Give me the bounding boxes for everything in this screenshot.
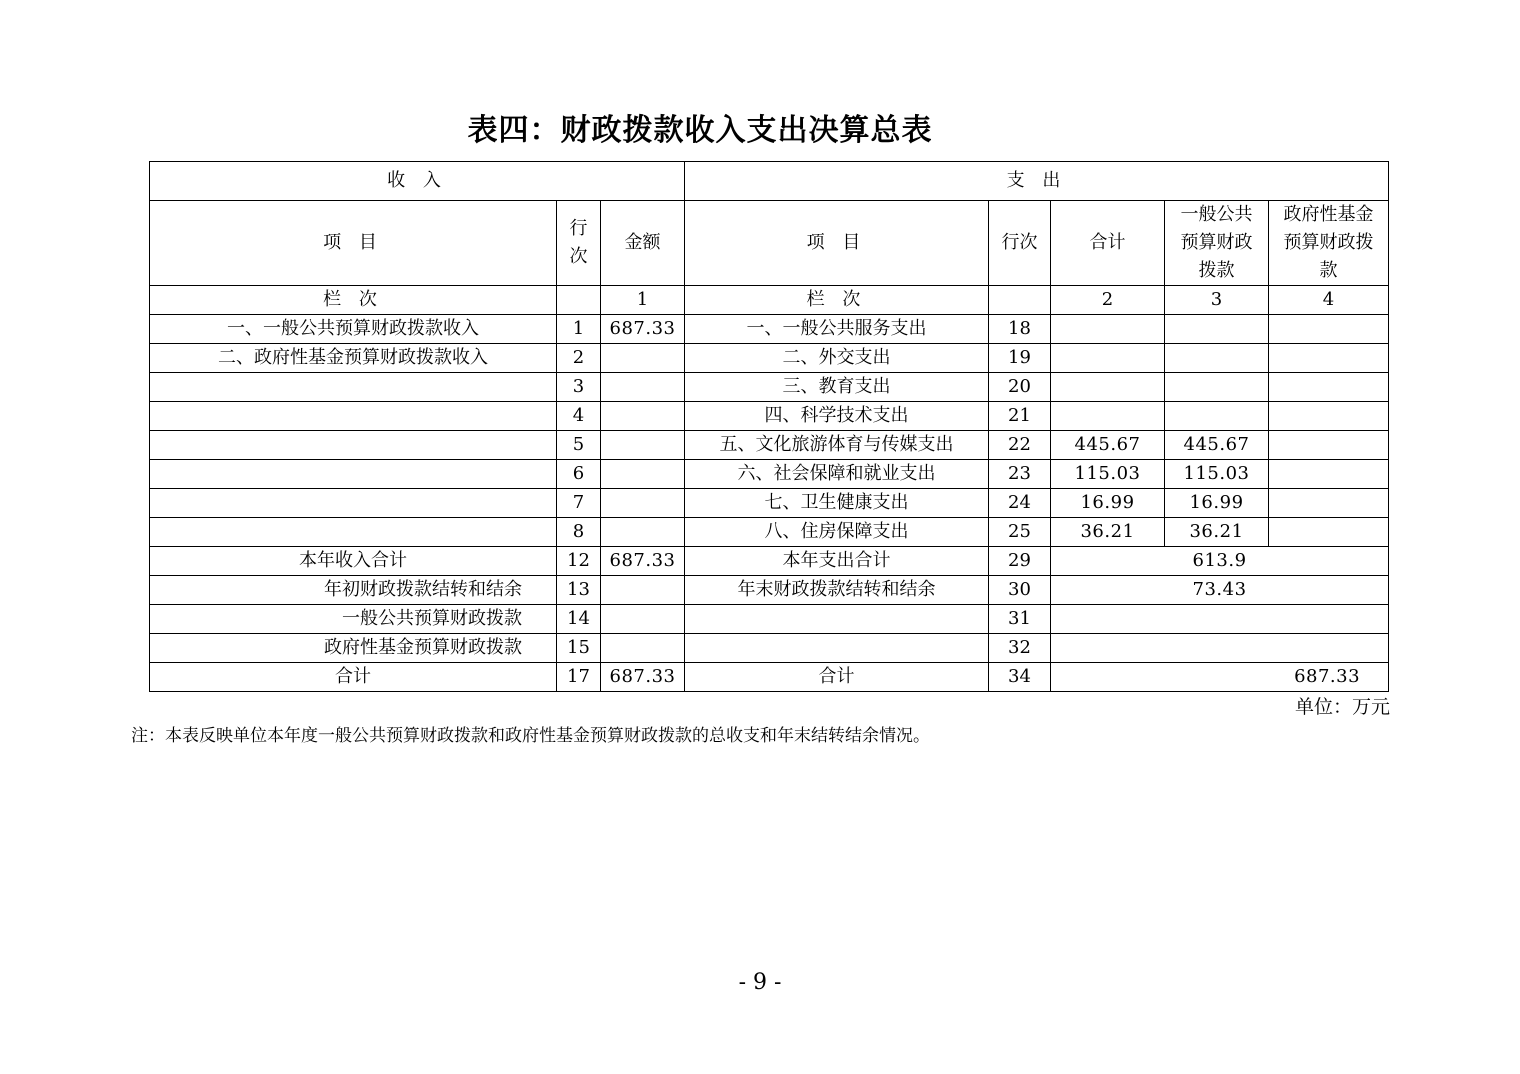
column-number-1: 1 xyxy=(601,286,685,315)
income-item: 二、政府性基金预算财政拨款收入 xyxy=(150,344,557,373)
column-header-row xyxy=(150,201,1389,286)
expense-total: 115.03 xyxy=(1051,460,1165,489)
expense-item: 三、教育支出 xyxy=(685,373,989,402)
fund-budget-header: 政府性基金预算财政拨款 xyxy=(1269,201,1389,286)
expense-column-empty xyxy=(989,286,1051,315)
expense-section-header: 支 出 xyxy=(685,162,1389,201)
table-row xyxy=(150,518,1389,547)
expense-general xyxy=(1165,315,1269,344)
income-item xyxy=(150,518,557,547)
income-item-header: 项 目 xyxy=(150,201,557,286)
expense-fund xyxy=(1269,431,1389,460)
income-row-no: 2 xyxy=(557,344,601,373)
expense-total xyxy=(1051,344,1165,373)
table-row xyxy=(150,373,1389,402)
expense-item: 六、社会保障和就业支出 xyxy=(685,460,989,489)
income-row-no: 6 xyxy=(557,460,601,489)
income-row-no: 3 xyxy=(557,373,601,402)
income-amount xyxy=(601,518,685,547)
expense-general xyxy=(1165,373,1269,402)
income-item xyxy=(150,373,557,402)
end-balance-value: 73.43 xyxy=(1051,576,1389,605)
expense-general xyxy=(1165,344,1269,373)
begin-balance-label: 年初财政拨款结转和结余 xyxy=(150,576,557,605)
expense-row-no: 24 xyxy=(989,489,1051,518)
income-amount xyxy=(601,373,685,402)
income-amount xyxy=(601,431,685,460)
expense-item-header: 项 目 xyxy=(685,201,989,286)
expense-item: 四、科学技术支出 xyxy=(685,402,989,431)
general-budget-header: 一般公共预算财政拨款 xyxy=(1165,201,1269,286)
expense-item: 七、卫生健康支出 xyxy=(685,489,989,518)
year-income-label: 本年收入合计 xyxy=(150,547,557,576)
expense-row-no: 19 xyxy=(989,344,1051,373)
income-amount: 687.33 xyxy=(601,315,685,344)
income-row-no: 1 xyxy=(557,315,601,344)
begin-balance-amount xyxy=(601,576,685,605)
expense-total-header: 合计 xyxy=(1051,201,1165,286)
fund-budget-row-no: 15 xyxy=(557,634,601,663)
expense-fund xyxy=(1269,518,1389,547)
income-row-no: 7 xyxy=(557,489,601,518)
fund-budget-expense-value xyxy=(1051,634,1389,663)
begin-balance-row-no: 13 xyxy=(557,576,601,605)
income-amount xyxy=(601,402,685,431)
unit-label: 单位：万元 xyxy=(1294,696,1390,718)
expense-item: 一、一般公共服务支出 xyxy=(685,315,989,344)
expense-general: 16.99 xyxy=(1165,489,1269,518)
income-row-no: 4 xyxy=(557,402,601,431)
column-number-row xyxy=(150,286,1389,315)
expense-row-no: 22 xyxy=(989,431,1051,460)
general-budget-row xyxy=(150,605,1389,634)
section-header-row xyxy=(150,162,1389,201)
table-row xyxy=(150,460,1389,489)
expense-row-no: 25 xyxy=(989,518,1051,547)
end-balance-row-no: 30 xyxy=(989,576,1051,605)
expense-fund xyxy=(1269,344,1389,373)
column-number-2: 2 xyxy=(1051,286,1165,315)
expense-fund xyxy=(1269,373,1389,402)
expense-total xyxy=(1051,373,1165,402)
table-row xyxy=(150,431,1389,460)
income-row-no: 5 xyxy=(557,431,601,460)
end-balance-label: 年末财政拨款结转和结余 xyxy=(685,576,989,605)
income-item xyxy=(150,460,557,489)
income-item xyxy=(150,431,557,460)
general-budget-expense-value xyxy=(1051,605,1389,634)
income-item xyxy=(150,489,557,518)
grand-total-income-amount: 687.33 xyxy=(601,663,685,692)
year-total-row xyxy=(150,547,1389,576)
expense-item: 五、文化旅游体育与传媒支出 xyxy=(685,431,989,460)
table-row xyxy=(150,489,1389,518)
expense-general: 445.67 xyxy=(1165,431,1269,460)
table-note: 注：本表反映单位本年度一般公共预算财政拨款和政府性基金预算财政拨款的总收支和年末结转结余情况。 xyxy=(131,726,930,746)
fund-budget-row xyxy=(150,634,1389,663)
expense-item: 二、外交支出 xyxy=(685,344,989,373)
expense-total xyxy=(1051,402,1165,431)
income-row-no: 8 xyxy=(557,518,601,547)
income-item: 一、一般公共预算财政拨款收入 xyxy=(150,315,557,344)
expense-general xyxy=(1165,402,1269,431)
expense-total: 16.99 xyxy=(1051,489,1165,518)
expense-row-no: 21 xyxy=(989,402,1051,431)
year-expense-row-no: 29 xyxy=(989,547,1051,576)
column-number-4: 4 xyxy=(1269,286,1389,315)
expense-column-label: 栏 次 xyxy=(685,286,989,315)
balance-row xyxy=(150,576,1389,605)
expense-row-no: 20 xyxy=(989,373,1051,402)
year-expense-label: 本年支出合计 xyxy=(685,547,989,576)
expense-total: 36.21 xyxy=(1051,518,1165,547)
fund-budget-amount xyxy=(601,634,685,663)
page-title: 表四：财政拨款收入支出决算总表 xyxy=(467,113,933,148)
fund-budget-label: 政府性基金预算财政拨款 xyxy=(150,634,557,663)
table-row xyxy=(150,402,1389,431)
expense-item: 八、住房保障支出 xyxy=(685,518,989,547)
income-item xyxy=(150,402,557,431)
fund-budget-expense-label xyxy=(685,634,989,663)
expense-general: 115.03 xyxy=(1165,460,1269,489)
grand-total-expense-value: 687.33 xyxy=(1051,663,1389,692)
general-budget-expense-row-no: 31 xyxy=(989,605,1051,634)
year-income-row-no: 12 xyxy=(557,547,601,576)
grand-total-expense-row-no: 34 xyxy=(989,663,1051,692)
income-amount xyxy=(601,460,685,489)
grand-total-row xyxy=(150,663,1389,692)
income-amount xyxy=(601,344,685,373)
income-row-no-header: 行次 xyxy=(557,201,601,286)
grand-total-expense-label: 合计 xyxy=(685,663,989,692)
expense-fund xyxy=(1269,489,1389,518)
income-column-empty xyxy=(557,286,601,315)
table-row xyxy=(150,315,1389,344)
expense-fund xyxy=(1269,315,1389,344)
fund-budget-expense-row-no: 32 xyxy=(989,634,1051,663)
expense-row-no: 18 xyxy=(989,315,1051,344)
table-row xyxy=(150,344,1389,373)
expense-general: 36.21 xyxy=(1165,518,1269,547)
year-income-amount: 687.33 xyxy=(601,547,685,576)
grand-total-income-label: 合计 xyxy=(150,663,557,692)
general-budget-row-no: 14 xyxy=(557,605,601,634)
general-budget-expense-label xyxy=(685,605,989,634)
expense-row-no: 23 xyxy=(989,460,1051,489)
page-number: - 9 - xyxy=(738,970,782,995)
year-expense-value: 613.9 xyxy=(1051,547,1389,576)
column-number-3: 3 xyxy=(1165,286,1269,315)
income-section-header: 收 入 xyxy=(150,162,685,201)
general-budget-label: 一般公共预算财政拨款 xyxy=(150,605,557,634)
grand-total-income-row-no: 17 xyxy=(557,663,601,692)
income-column-label: 栏 次 xyxy=(150,286,557,315)
income-amount-header: 金额 xyxy=(601,201,685,286)
income-amount xyxy=(601,489,685,518)
expense-fund xyxy=(1269,460,1389,489)
budget-table xyxy=(149,161,1389,692)
expense-row-no-header: 行次 xyxy=(989,201,1051,286)
expense-fund xyxy=(1269,402,1389,431)
general-budget-amount xyxy=(601,605,685,634)
expense-total: 445.67 xyxy=(1051,431,1165,460)
expense-total xyxy=(1051,315,1165,344)
